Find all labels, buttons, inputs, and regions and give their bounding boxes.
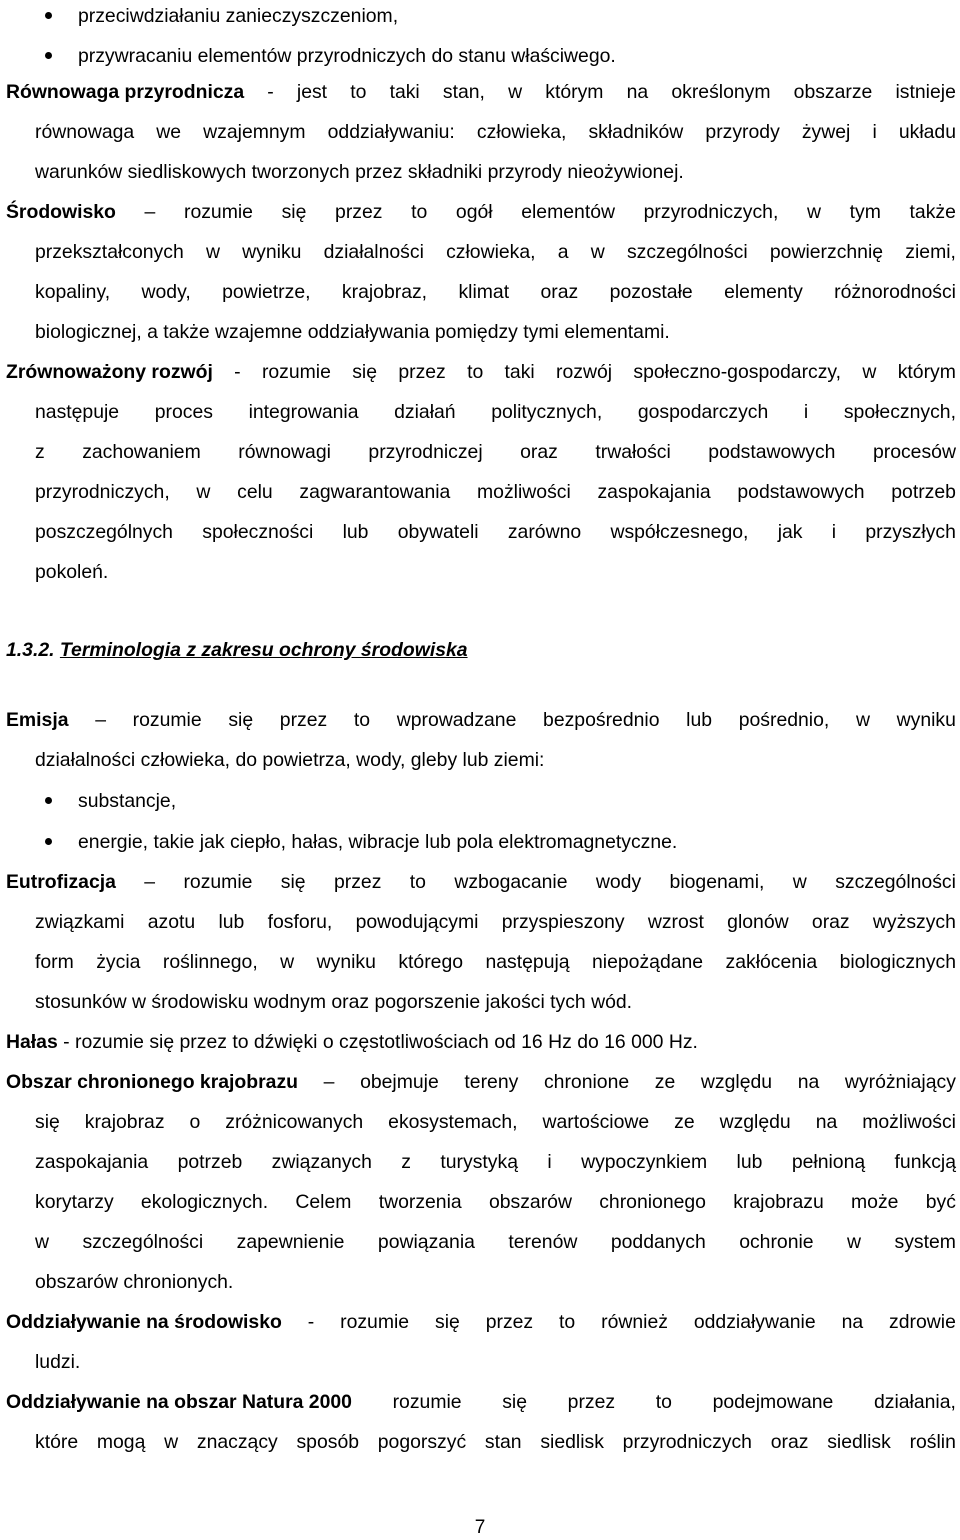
- text-line: kopaliny, wody, powietrze, krajobraz, klimat oraz pozostałe elementy różnorodności: [35, 281, 956, 303]
- text-line: pokoleń.: [35, 561, 109, 583]
- text-line: stosunków w środowisku wodnym oraz pogorszenie jakości tych wód.: [35, 991, 633, 1013]
- term-zrownowazony: Zrównoważony rozwój: [6, 361, 213, 383]
- section-number: 1.3.2.: [6, 639, 55, 661]
- text-line: przekształconych w wyniku działalności człowieka, a w szczególności powierzchnię ziemi,: [35, 241, 956, 263]
- text-line: poszczególnych społeczności lub obywateli zarówno współczesnego, jak i przyszłych: [35, 521, 956, 543]
- term-obszar: Obszar chronionego krajobrazu: [6, 1071, 298, 1093]
- bullet-item: przeciwdziałaniu zanieczyszczeniom,: [78, 5, 399, 27]
- text-line: biologicznej, a także wzajemne oddziaływania pomiędzy tymi elementami.: [35, 321, 670, 343]
- definition-text: - rozumie się przez to dźwięki o częstotliwościach od 16 Hz do 16 000 Hz.: [57, 1031, 698, 1053]
- definition-line: Zrównoważony rozwój - rozumie się przez to taki rozwój społeczno-gospodarczy, w którym: [6, 361, 956, 383]
- text-line: obszarów chronionych.: [35, 1271, 234, 1293]
- definition-line: Oddziaływanie na obszar Natura 2000 rozumie się przez to podejmowane działania,: [6, 1391, 956, 1413]
- page-number: 7: [474, 1517, 486, 1538]
- text-line: w szczególności zapewnienie powiązania terenów poddanych ochronie w system: [35, 1231, 956, 1253]
- bullet-icon: [45, 838, 52, 845]
- term-oddzialywanie: Oddziaływanie na środowisko: [6, 1311, 282, 1333]
- text-line: się krajobraz o zróżnicowanych ekosystemach, wartościowe ze względu na możliwości: [35, 1111, 956, 1133]
- text-line: zaspokajania potrzeb związanych z turystyką i wypoczynkiem lub pełnioną funkcją: [35, 1151, 956, 1173]
- text-line: warunków siedliskowych tworzonych przez składniki przyrody nieożywionej.: [35, 161, 684, 183]
- text-line: równowaga we wzajemnym oddziaływaniu: człowieka, składników przyrody żywej i układu: [35, 121, 956, 143]
- bullet-item: substancje,: [78, 790, 177, 812]
- bullet-icon: [45, 52, 52, 59]
- term-emisja: Emisja: [6, 709, 69, 731]
- text-line: które mogą w znaczący sposób pogorszyć stan siedlisk przyrodniczych oraz siedlisk roślin: [35, 1431, 956, 1453]
- text-line: form życia roślinnego, w wyniku którego następują niepożądane zakłócenia biologicznych: [35, 951, 956, 973]
- text-line: następuje proces integrowania działań politycznych, gospodarczych i społecznych,: [35, 401, 956, 423]
- bullet-icon: [45, 12, 52, 19]
- definition-line: Eutrofizacja – rozumie się przez to wzbogacanie wody biogenami, w szczególności: [6, 871, 956, 893]
- term-halas: Hałas: [6, 1031, 58, 1053]
- definition-line: [6, 1030, 698, 1054]
- definition-line: Obszar chronionego krajobrazu – obejmuje tereny chronione ze względu na wyróżniający: [6, 1071, 956, 1093]
- bullet-icon: [45, 797, 52, 804]
- bullet-item: przywracaniu elementów przyrodniczych do stanu właściwego.: [78, 45, 616, 67]
- term-rownowaga: Równowaga przyrodnicza: [6, 81, 245, 103]
- definition-line: Oddziaływanie na środowisko - rozumie się przez to również oddziaływanie na zdrowie: [6, 1311, 956, 1333]
- text-line: działalności człowieka, do powietrza, wody, gleby lub ziemi:: [35, 749, 545, 771]
- text-line: z zachowaniem równowagi przyrodniczej oraz trwałości podstawowych procesów: [35, 441, 956, 463]
- section-heading: [6, 638, 468, 662]
- term-srodowisko: Środowisko: [6, 201, 116, 223]
- text-line: korytarzy ekologicznych. Celem tworzenia obszarów chronionego krajobrazu może być: [35, 1191, 956, 1213]
- text-line: ludzi.: [35, 1351, 81, 1373]
- term-eutrofizacja: Eutrofizacja: [6, 871, 116, 893]
- definition-line: Emisja – rozumie się przez to wprowadzane bezpośrednio lub pośrednio, w wyniku: [6, 709, 956, 731]
- term-natura: Oddziaływanie na obszar Natura 2000: [6, 1391, 352, 1413]
- text-line: związkami azotu lub fosforu, powodującymi przyspieszony wzrost glonów oraz wyższych: [35, 911, 956, 933]
- definition-line: Środowisko – rozumie się przez to ogół elementów przyrodniczych, w tym także: [6, 201, 956, 223]
- text-line: przyrodniczych, w celu zagwarantowania możliwości zaspokajania podstawowych potrzeb: [35, 481, 956, 503]
- definition-line: Równowaga przyrodnicza - jest to taki stan, w którym na określonym obszarze istnieje: [6, 81, 956, 103]
- section-title: Terminologia z zakresu ochrony środowiska: [59, 639, 468, 661]
- bullet-item: energie, takie jak ciepło, hałas, wibracje lub pola elektromagnetyczne.: [78, 831, 678, 853]
